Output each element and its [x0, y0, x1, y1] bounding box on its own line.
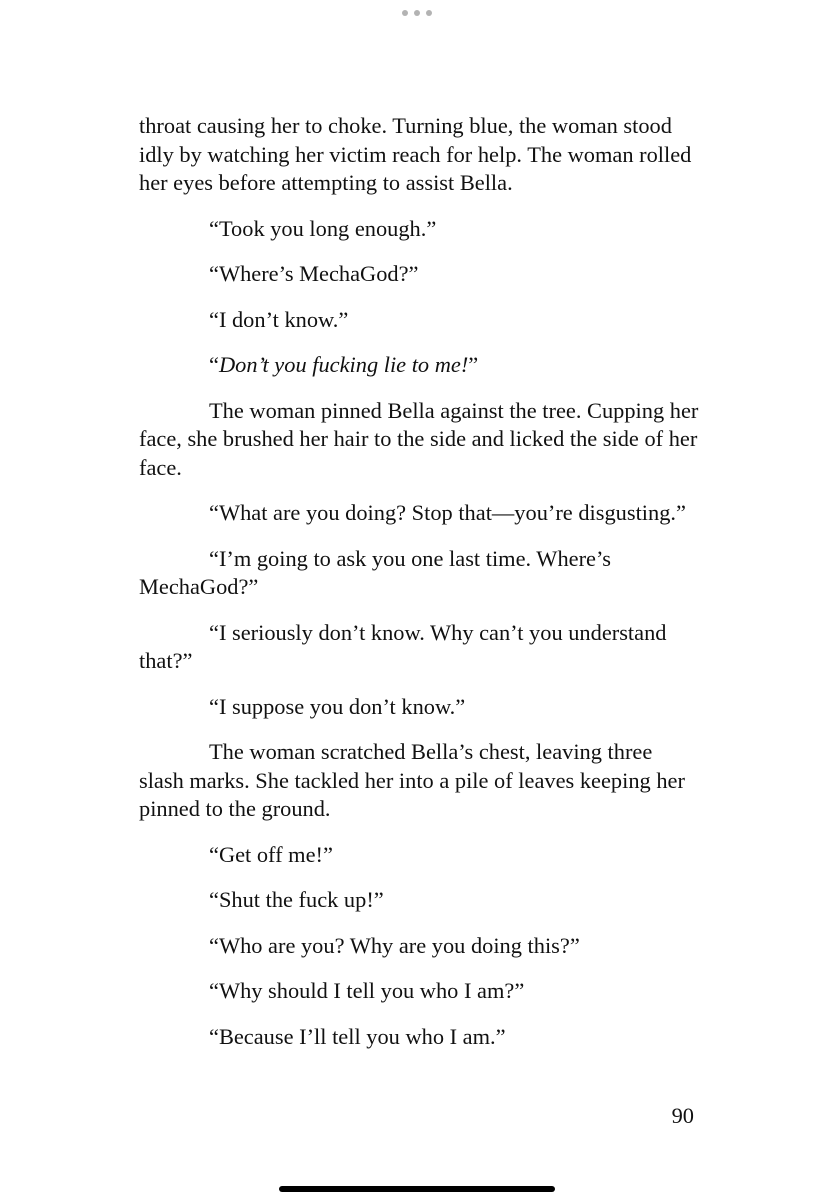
paragraph: “Shut the fuck up!”: [209, 887, 384, 912]
open-quote: “: [209, 352, 219, 377]
paragraph: throat causing her to choke. Turning blue, the woman stood idly by watching her victim reach for help. The woman rolled her eyes before attempting to assist Bella.: [139, 113, 692, 195]
paragraph-italic-quote: [139, 351, 699, 380]
dot: [402, 10, 408, 16]
dot: [426, 10, 432, 16]
more-options-icon[interactable]: [402, 8, 432, 18]
paragraph: “Where’s MechaGod?”: [209, 261, 419, 286]
paragraph: “Get off me!”: [209, 841, 333, 867]
paragraph: The woman pinned Bella against the tree. Cupping her face, she brushed her hair to the side and licked the side of her face.: [139, 397, 699, 480]
paragraph: “I’m going to ask you one last time. Where’s MechaGod?”: [139, 545, 611, 599]
home-indicator[interactable]: [279, 1186, 555, 1192]
paragraph: “Who are you? Why are you doing this?”: [209, 932, 580, 958]
paragraph: The woman scratched Bella’s chest, leaving three slash marks. She tackled her into a pile of leaves keeping her pinned to the ground.: [139, 739, 685, 821]
book-page-text: [139, 112, 699, 1068]
close-quote: ”: [468, 352, 479, 377]
dot: [414, 10, 420, 16]
paragraph: “Took you long enough.”: [209, 215, 437, 241]
paragraph: “Why should I tell you who I am?”: [209, 978, 525, 1003]
page-number: 90: [671, 1103, 694, 1128]
paragraph: “What are you doing? Stop that—you’re disgusting.”: [209, 500, 686, 525]
paragraph: “I suppose you don’t know.”: [209, 693, 466, 719]
italic-dialogue: Don’t you fucking lie to me!: [218, 352, 469, 377]
paragraph: “Because I’ll tell you who I am.”: [209, 1023, 506, 1049]
paragraph: “I seriously don’t know. Why can’t you understand that?”: [139, 619, 667, 673]
paragraph: “I don’t know.”: [209, 306, 349, 332]
